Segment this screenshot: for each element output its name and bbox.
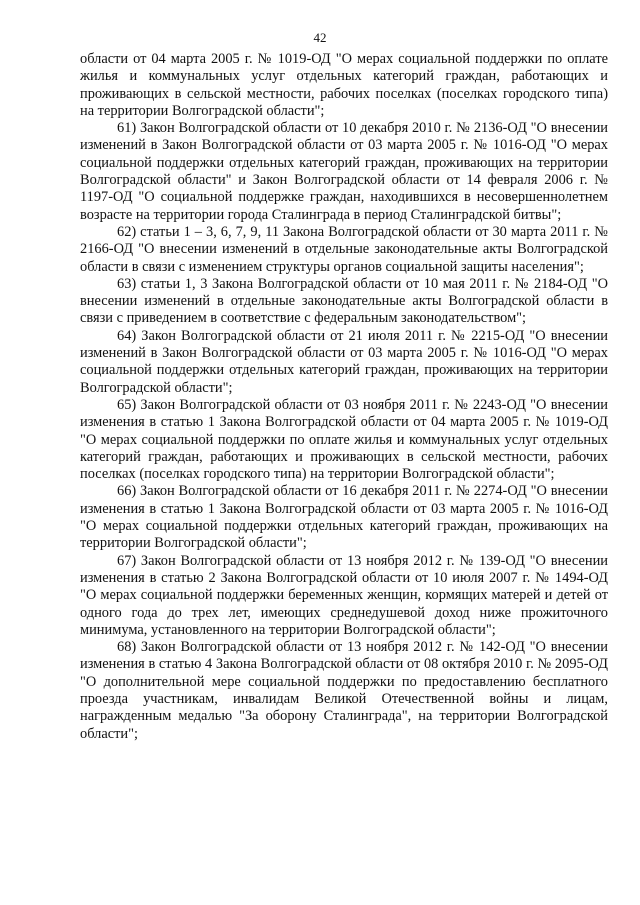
paragraph-continuation: области от 04 марта 2005 г. № 1019-ОД "О мерах социальной поддержки по оплате жилья и коммунальных услуг отдельных категорий граждан, работающих и проживающих в сельской местности, рабочих поселках (поселках городского типа) на территории Волгоградской области"; [80, 51, 608, 119]
list-item-66: 66) Закон Волгоградской области от 16 декабря 2011 г. № 2274-ОД "О внесении изменения в статью 1 Закона Волгоградской области от 03 марта 2005 г. № 1016-ОД "О мерах социальной поддержки отдельных категорий граждан, проживающих на территории Волгоградской области"; [80, 483, 608, 552]
list-item-62: 62) статьи 1 – 3, 6, 7, 9, 11 Закона Волгоградской области от 30 марта 2011 г. № 2166-ОД "О внесении изменений в отдельные законодательные акты Волгоградской области в связи с изменением структуры органов социальной защиты населения"; [80, 223, 608, 275]
list-item-63: 63) статьи 1, 3 Закона Волгоградской области от 10 мая 2011 г. № 2184-ОД "О внесении изменений в отдельные законодательные акты Волгоградской области в связи с приведением в соответствие с федеральным законодательством"; [80, 275, 608, 327]
list-item-61: 61) Закон Волгоградской области от 10 декабря 2010 г. № 2136-ОД "О внесении изменений в Закон Волгоградской области от 03 марта 2005 г. № 1016-ОД "О мерах социальной поддержки отдельных категорий граждан, проживающих на территории Волгоградской области" и Закон Волгоградской области от 14 февраля 2006 г. № 1197-ОД "О социальной поддержке граждан, находившихся в несовершеннолетнем возрасте на территории города Сталинграда в период Сталинградской битвы"; [80, 120, 608, 223]
list-item-67: 67) Закон Волгоградской области от 13 ноября 2012 г. № 139-ОД "О внесении изменения в статью 2 Закона Волгоградской области от 10 июля 2007 г. № 1494-ОД "О мерах социальной поддержки беременных женщин, кормящих матерей и детей от одного года до трех лет, имеющих среднедушевой доход ниже прожиточного минимума, установленного на территории Волгоградской области"; [80, 552, 608, 638]
page-number: 42 [313, 30, 327, 45]
document-body [80, 51, 608, 743]
list-item-65: 65) Закон Волгоградской области от 03 ноября 2011 г. № 2243-ОД "О внесении изменения в статью 1 Закона Волгоградской области от 04 марта 2005 г. № 1019-ОД "О мерах социальной поддержки по оплате жилья и коммунальных услуг отдельных категорий граждан, работающих и проживающих в сельской местности, рабочих поселках (поселках городского типа) на территории Волгоградской области"; [80, 396, 608, 483]
list-item-64: 64) Закон Волгоградской области от 21 июля 2011 г. № 2215-ОД "О внесении изменений в Закон Волгоградской области от 03 марта 2005 г. № 1016-ОД "О мерах социальной поддержки отдельных категорий граждан, проживающих на территории Волгоградской области"; [80, 327, 608, 396]
list-item-68: 68) Закон Волгоградской области от 13 ноября 2012 г. № 142-ОД "О внесении изменения в статью 4 Закона Волгоградской области от 08 октября 2010 г. № 2095-ОД "О дополнительной мере социальной поддержки по предоставлению бесплатного проезда участникам, инвалидам Великой Отечественной войны и лицам, награжденным медалью "За оборону Сталинграда", на территории Волгоградской области"; [80, 639, 608, 742]
